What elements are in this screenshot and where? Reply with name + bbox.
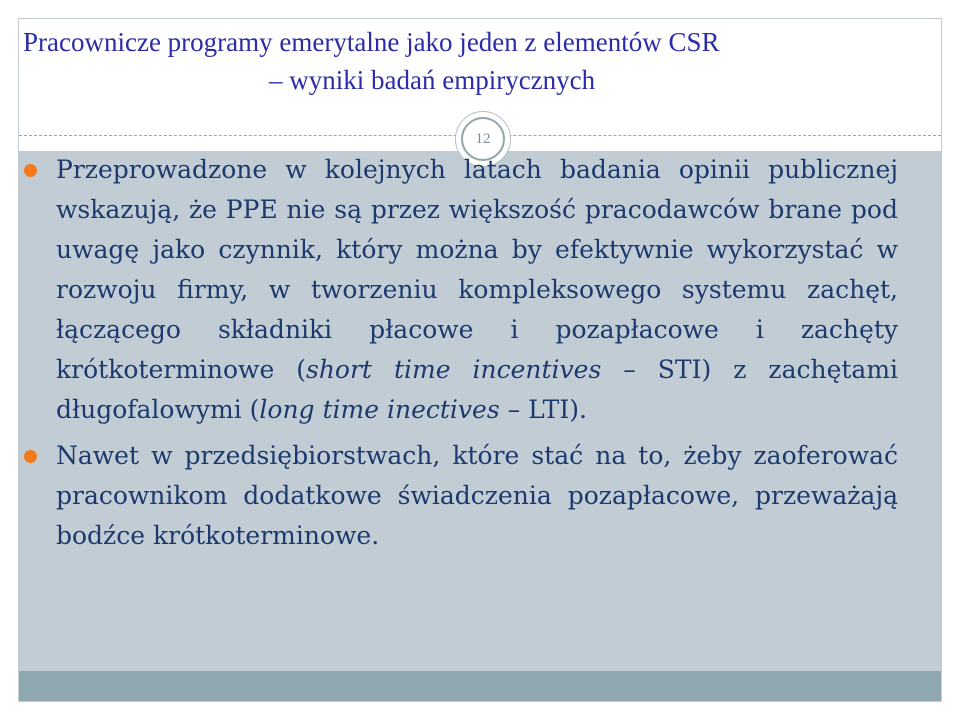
bullet-text: Nawet w przedsiębiorstwach, które stać na to, żeby zaoferować pracownikom dodatkowe świadczenia pozapłacowe, przeważają bodźce krótkoterminowe. xyxy=(56,441,898,550)
bullet-text xyxy=(56,150,898,430)
page-number: 12 xyxy=(461,117,505,161)
bullet-list xyxy=(22,150,898,562)
slide-title-line1: Pracownicze programy emerytalne jako jeden z elementów CSR xyxy=(23,27,720,57)
bullet-item xyxy=(22,150,898,430)
bullet-text-italic: long time inectives xyxy=(259,395,500,424)
bullet-dot-icon xyxy=(24,164,37,177)
bullet-text-part: – STI) z zachętami długofalowymi ( xyxy=(56,355,899,424)
bullet-text-part: Przeprowadzone w kolejnych latach badania opinii publicznej wskazują, że PPE nie są przez większość pracodawców brane pod uwagę jako czynnik, który można by efektywnie wykorzystać w rozwoju firmy, w tworzeniu kompleksowego systemu zachęt, łączącego składniki płacowe i pozapłacowe i zachęty krótkoterminowe ( xyxy=(56,155,898,384)
slide-title-line2: – wyniki badań empirycznych xyxy=(269,65,596,95)
bullet-text-part: – LTI). xyxy=(499,395,587,424)
bullet-dot-icon xyxy=(24,450,37,463)
bottom-bar xyxy=(19,671,941,701)
bullet-text-italic: short time incentives xyxy=(306,355,602,384)
bullet-item xyxy=(22,436,898,556)
